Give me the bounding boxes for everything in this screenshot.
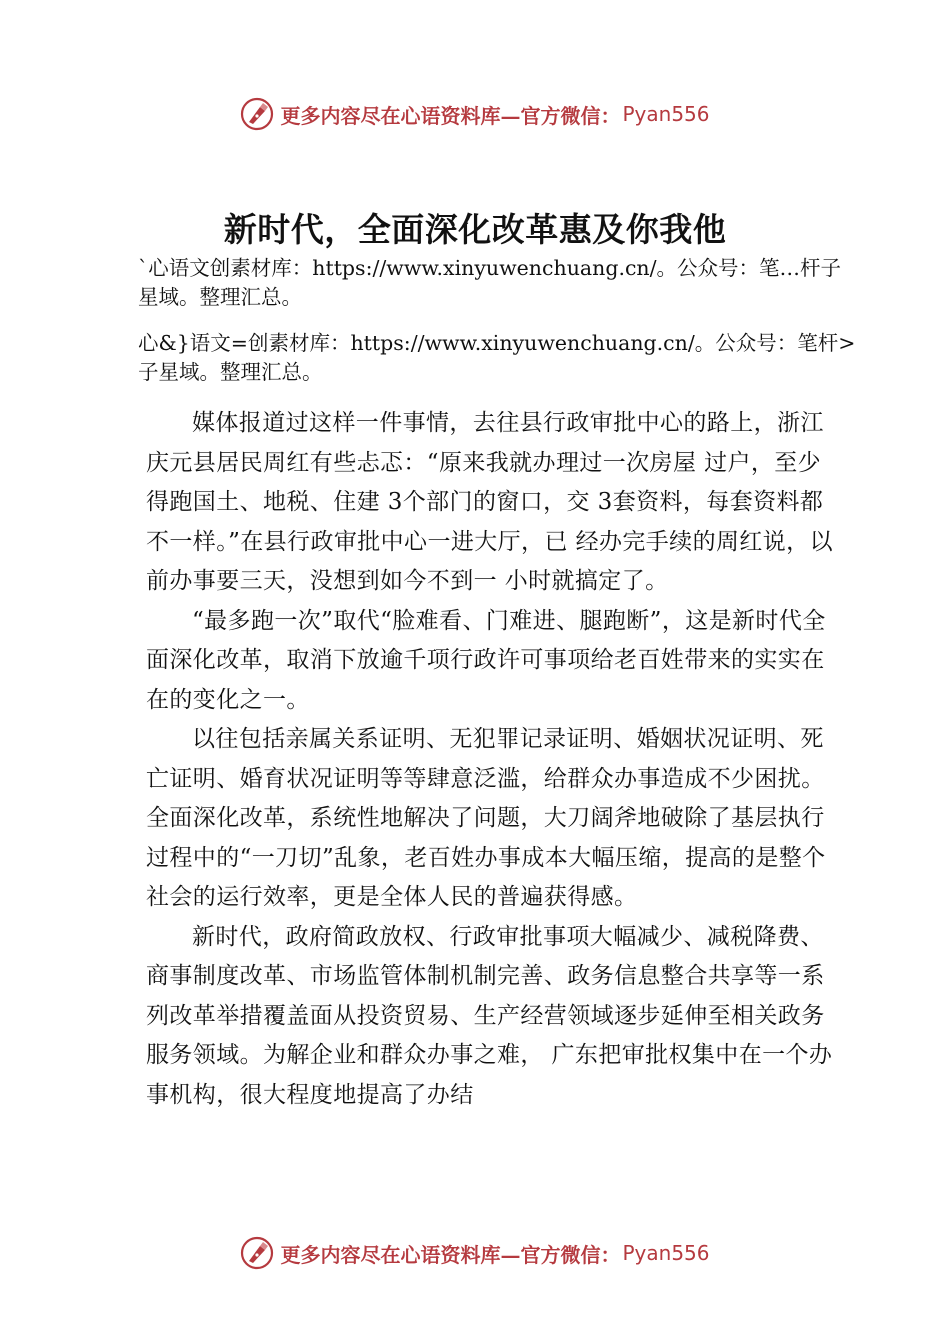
- footer-banner-wechat-id: Pyan556: [622, 1241, 710, 1265]
- body-paragraph-4: 新时代，政府简政放权、行政审批事项大幅减少、减税降费、商事制度改革、市场监管体制机制完善、政务信息整合共享等一系列改革举措覆盖面从投资贸易、生产经营领域逐步延伸至相关政务服务领域。为解企业和群众办事之难， 广东把审批权集中在一个办事机构，很大程度地提高了办结: [146, 923, 833, 1108]
- body-paragraph-2: “最多跑一次”取代“脸难看、门难进、腿跑断”，这是新时代全面深化改革，取消下放逾千项行政许可事项给老百姓带来的实实在在的变化之一。: [146, 607, 826, 713]
- footer-banner: [0, 1233, 950, 1273]
- document-title: 新时代，全面深化改革惠及你我他: [223, 210, 727, 249]
- body-paragraph-3: 以往包括亲属关系证明、无犯罪记录证明、婚姻状况证明、死亡证明、婚育状况证明等等肆意泛滥，给群众办事造成不少困扰。全面深化改革，系统性地解决了问题，大刀阔斧地破除了基层执行过程中的“一刀切”乱象，老百姓办事成本大幅压缩，提高的是整个社会的运行效率，更是全体人民的普遍获得感。: [146, 726, 826, 910]
- header-banner-wechat-id: Pyan556: [622, 102, 710, 126]
- header-banner-text: 更多内容尽在心语资料库—官方微信：: [280, 103, 621, 128]
- pen-nib-logo-icon: [240, 1236, 274, 1270]
- pen-nib-logo-icon: [240, 97, 274, 131]
- header-banner: [0, 94, 950, 134]
- body-paragraph-1: 媒体报道过这样一件事情，去往县行政审批中心的路上，浙江庆元县居民周红有些忐忑：“原来我就办理过一次房屋 过户，至少得跑国土、地税、住建 3个部门的窗口，交 3套资料，每套资料都不一样。”在县行政审批中心一进大厅，已 经办完手续的周红说，以前办事要三天，没想到如今不到一 小时就搞定了。: [146, 410, 833, 594]
- document-body: [146, 404, 844, 1115]
- source-note-2: 心&}语文=创素材库：https://www.xinyuwenchuang.cn/。公众号：笔杆>子星域。整理汇总。: [138, 331, 856, 384]
- source-note-1: `心语文创素材库：https://www.xinyuwenchuang.cn/。公众号：笔…杆子星域。整理汇总。: [138, 256, 842, 309]
- footer-banner-text: 更多内容尽在心语资料库—官方微信：: [280, 1242, 621, 1267]
